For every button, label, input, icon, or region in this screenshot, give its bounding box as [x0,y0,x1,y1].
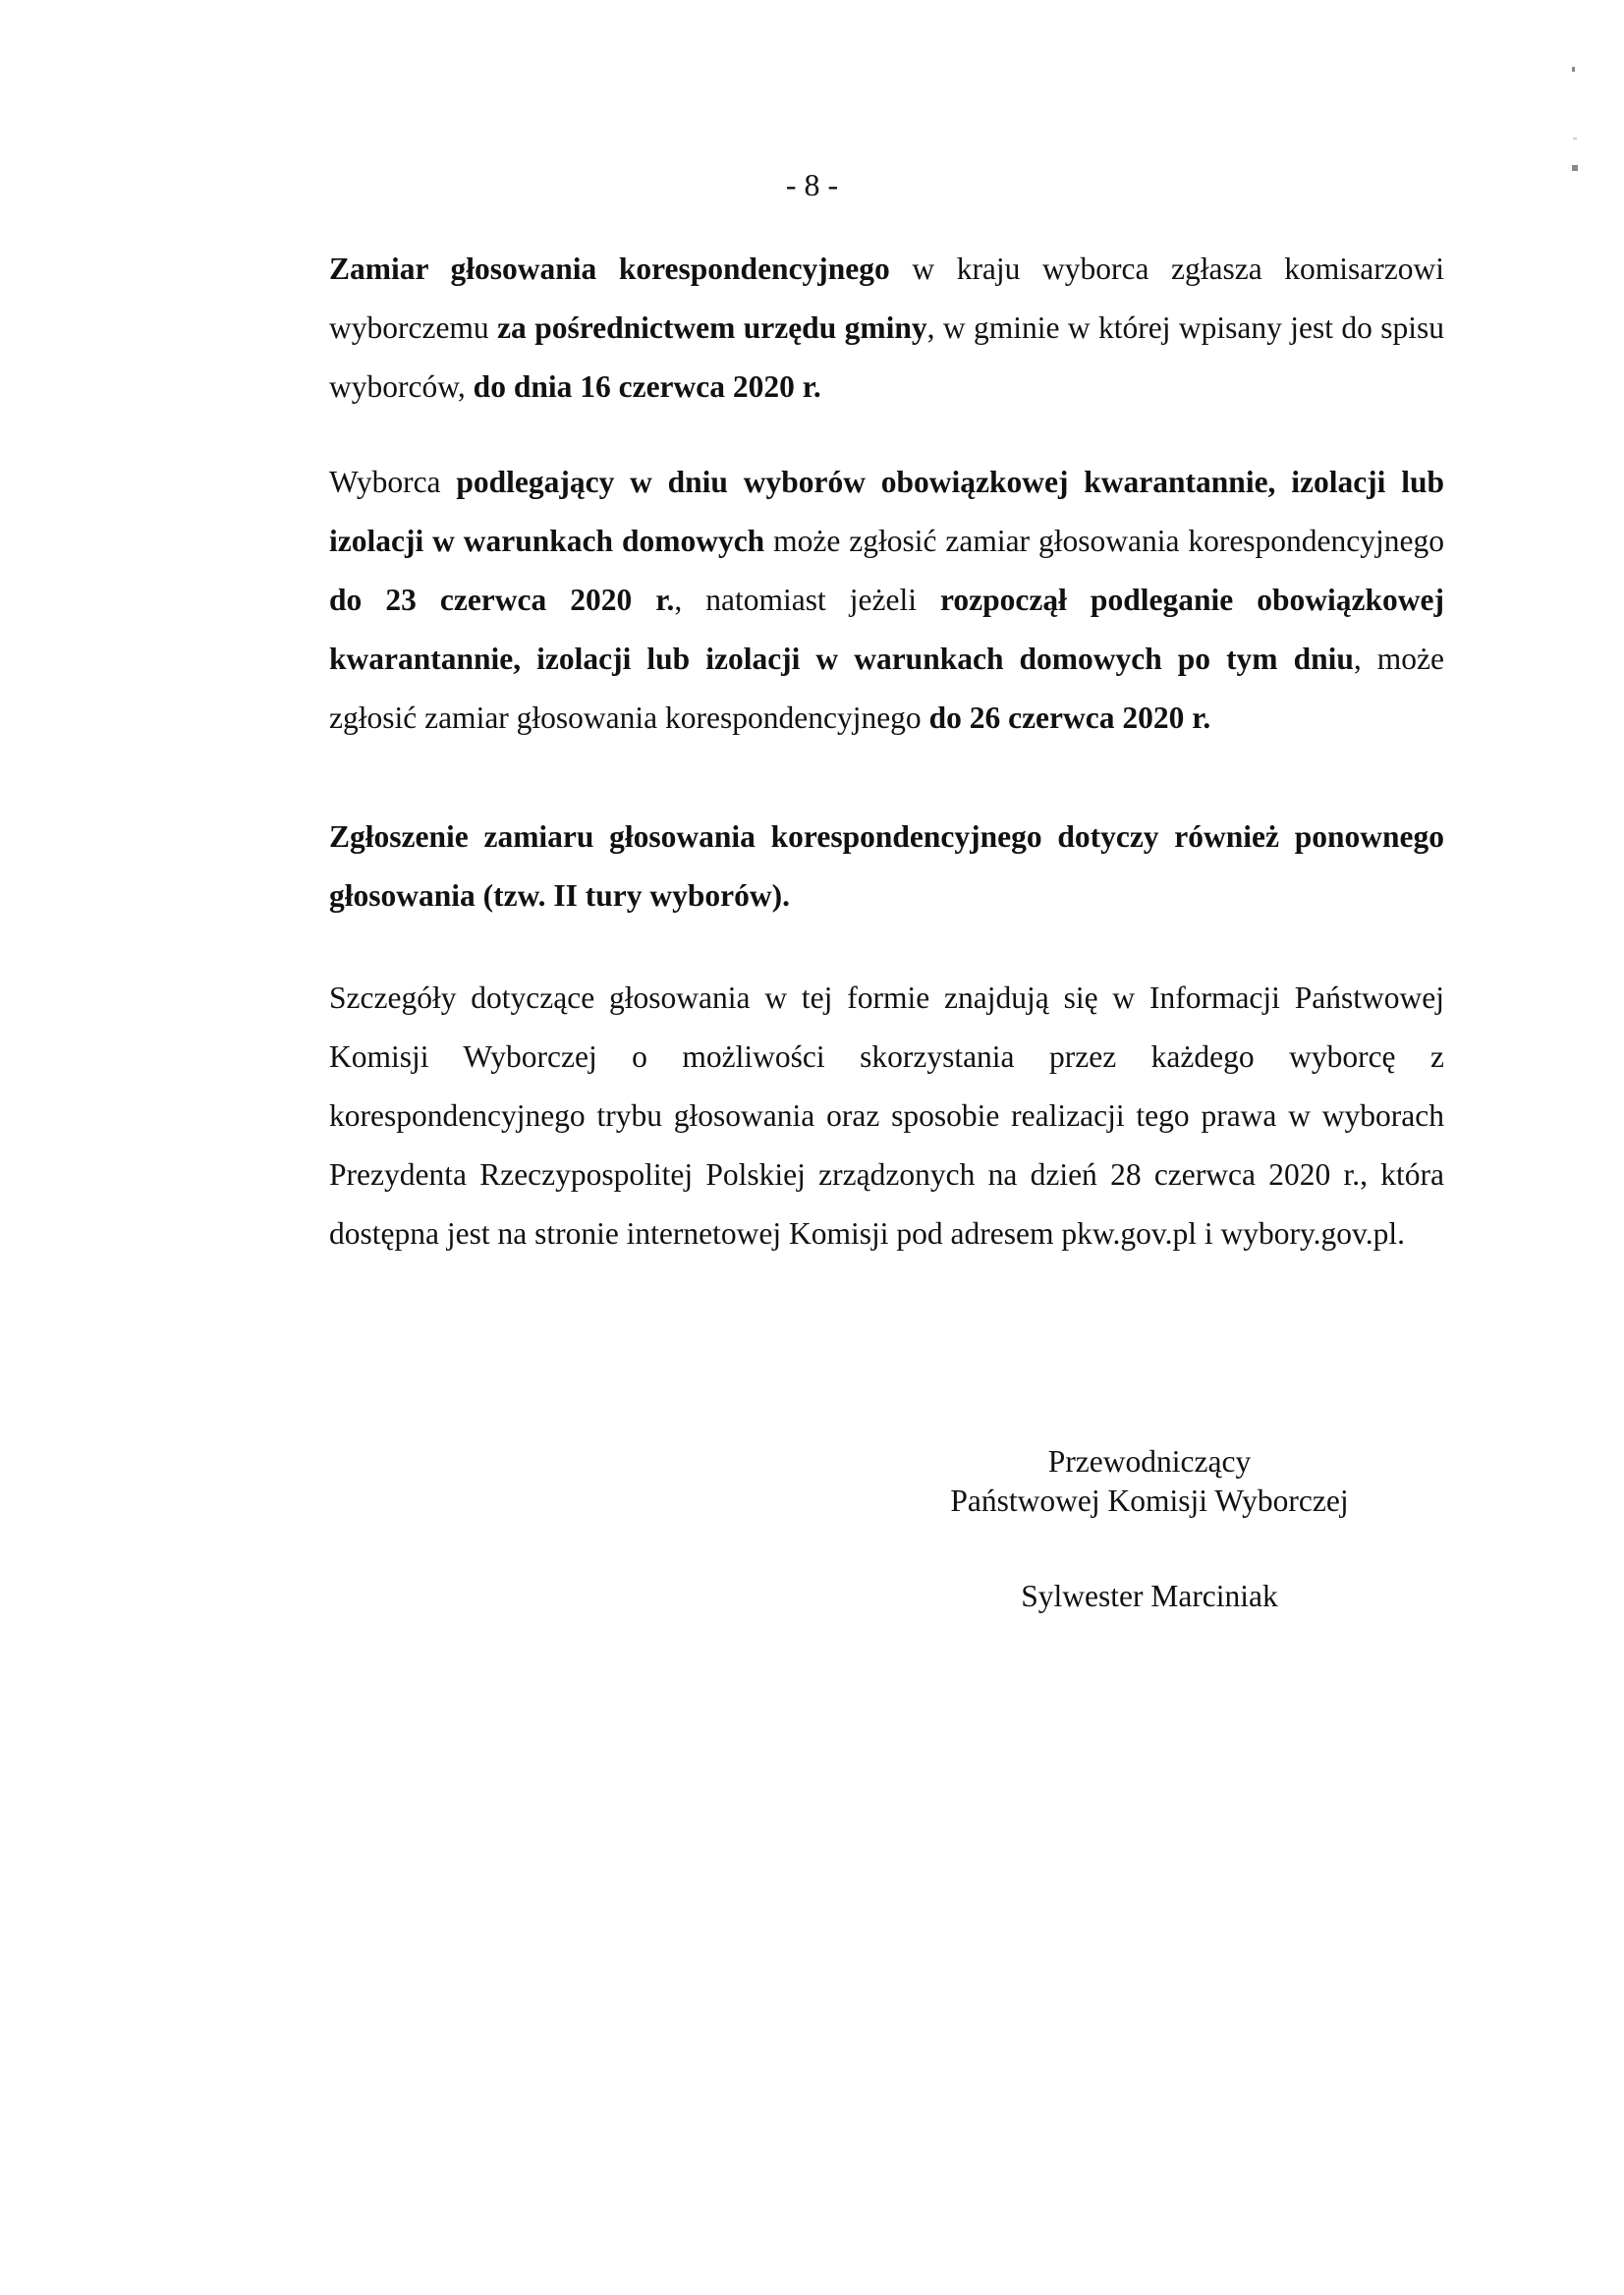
scan-artifact [1572,165,1578,171]
signature-block [884,1442,1415,1521]
text: może zgłosić zamiar głosowania korespondencyjnego [764,524,1445,558]
text: w kraju wyborca zgłasza komisarzowi wyborczemu [329,252,1444,345]
paragraph-second-round [329,808,1444,925]
text: , w gminie w której wpisany jest do spisu wyborców, [329,310,1445,404]
page-number: - 8 - [785,167,839,202]
text: , natomiast jeżeli [674,583,941,617]
bold-text: do 23 czerwca 2020 r. [329,583,675,617]
scan-artifact [1572,67,1575,72]
text: Szczegóły dotyczące głosowania w tej formie znajdują się w Informacji Państwowej Komisji Wyborczej o możliwości skorzystania przez każdego wyborcę z korespondencyjnego trybu głosowania oraz sposobie realizacji tego prawa w wyborach Prezydenta Rzeczypospolitej Polskiej zrządzonych na dzień 28 czerwca 2020 r., która dostępna jest na stronie internetowej Komisji pod adresem pkw.gov.pl i wybory.gov.pl. [329,980,1444,1251]
scan-artifact [1573,138,1577,140]
bold-text: rozpoczął podleganie obowiązkowej kwarantannie, izolacji lub izolacji w warunkach domowych po tym dniu [329,583,1444,676]
paragraph-postal-vote-deadline [329,240,1444,417]
signature-role: Przewodniczący [1047,1444,1252,1479]
bold-text: do dnia 16 czerwca 2020 r. [473,369,821,404]
signature-name: Sylwester Marciniak [1021,1579,1278,1613]
bold-text: do 26 czerwca 2020 r. [928,700,1211,735]
paragraph-details-info [329,969,1444,1263]
bold-text: Zgłoszenie zamiaru głosowania korespondencyjnego dotyczy również ponownego głosowania (tzw. II tury wyborów). [329,819,1444,913]
signature-institution: Państwowej Komisji Wyborczej [950,1483,1349,1518]
paragraph-quarantine-voters [329,453,1444,748]
text: Wyborca [329,465,457,499]
text: , może zgłosić zamiar głosowania korespondencyjnego [329,642,1444,735]
bold-text: Zamiar głosowania korespondencyjnego [329,252,890,286]
bold-text: za pośrednictwem urzędu gminy [497,310,927,345]
bold-text: podlegający w dniu wyborów obowiązkowej kwarantannie, izolacji lub izolacji w warunkach domowych [329,465,1444,558]
